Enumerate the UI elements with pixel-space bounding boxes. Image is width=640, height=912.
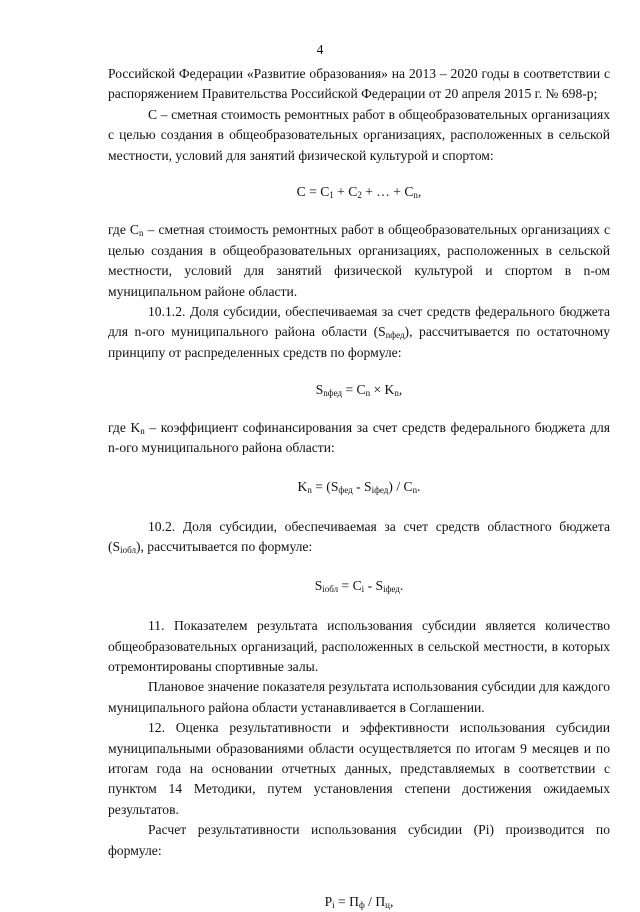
paragraph-12: 12. Оценка результативности и эффективности использования субсидии муниципальными образованиями области осуществляется по итогам 9 месяцев и по итогам года на основании отчетных данных, представляемых в соответствии с пунктом 14 Методики, путем установления степени достижения ожидаемых результатов. <box>108 720 610 817</box>
paragraph-planned-value: Плановое значение показателя результата использования субсидии для каждого муниципального района области устанавливается в Соглашении. <box>108 679 610 715</box>
formula-c-sum: $C = C_1 + C_2$ + … + $C_n$, <box>296 184 422 201</box>
page-number: 4 <box>316 42 324 57</box>
formula-pi: $P_i = П_ф / П_ц$, <box>324 894 394 910</box>
paragraph-calculation: Расчет результативности использования субсидии (Pi) производится по формуле: <box>108 822 610 858</box>
paragraph-10-2: 10.2. Доля субсидии, обеспечиваемая за счет средств областного бюджета $(S_{iобл})$, рассчитывается по формуле: <box>108 518 610 556</box>
paragraph-continuation: Российской Федерации «Развитие образования» на 2013 – 2020 годы в соответствии с распоряжением Правительства Российской Федерации от 20 апреля 2015 г. № 698-р; <box>108 66 610 102</box>
formula-siobl: $S_{iобл} = C_i - S_{iфед}$. <box>314 577 404 594</box>
paragraph-11: 11. Показателем результата использования субсидии является количество общеобразовательных организаций, расположенных в сельской местности, в которых отремонтированы спортивные залы. <box>108 618 610 674</box>
formula-kn: $K_n = (S_{фед} - S_{iфед}) / C_n$. <box>297 478 421 495</box>
paragraph-c-definition: C – сметная стоимость ремонтных работ в общеобразовательных организациях с целью создания в общеобразовательных организациях, расположенных в сельской местности, условий для занятий физической культурой и спортом: <box>108 106 610 163</box>
paragraph-10-1-2: 10.1.2. Доля субсидии, обеспечиваемая за счет средств федерального бюджета для n-ого муниципального района области $(S_{nфед})$, рассчитывается по остаточному принципу от распределенных средств по формуле: <box>108 304 610 360</box>
paragraph-cn-definition: где $C_n$ – сметная стоимость ремонтных работ в общеобразовательных организациях с целью создания в общеобразовательных организациях, расположенных в сельской местности, условий для занятий физической культурой и спортом в n-ом муниципальном районе области. <box>108 222 610 299</box>
formula-snfed: $S_{nфед} = C_n \times K_n$, <box>315 382 403 399</box>
paragraph-kn-definition: где $K_n$ – коэффициент софинансирования за счет средств федерального бюджета для n-ого муниципального района области: <box>108 419 610 456</box>
document-body <box>108 64 610 912</box>
